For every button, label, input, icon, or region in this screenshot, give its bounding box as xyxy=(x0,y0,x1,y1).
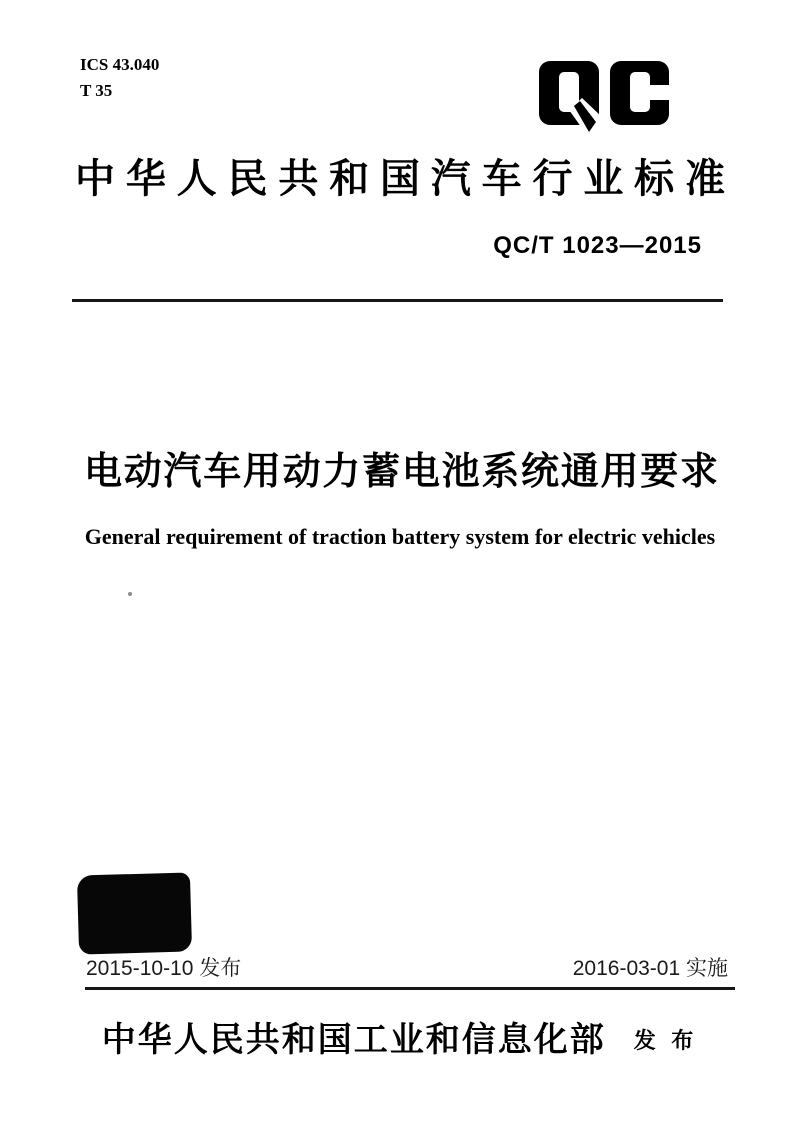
qc-logo-icon xyxy=(538,60,670,132)
publish-label: 发 布 xyxy=(633,1027,699,1053)
top-divider xyxy=(72,299,723,302)
scan-artifact-dot xyxy=(128,592,132,596)
redacted-stamp xyxy=(77,872,192,954)
standard-number: QC/T 1023—2015 xyxy=(493,232,702,259)
main-title-en: General requirement of traction battery system for electric vehicles xyxy=(84,524,716,549)
bottom-divider xyxy=(85,987,735,990)
main-title-cn: 电动汽车用动力蓄电池系统通用要求 xyxy=(84,451,718,493)
implement-date: 2016-03-01 实施 xyxy=(572,957,728,980)
dates-row xyxy=(86,952,728,982)
publisher-name: 中华人民共和国工业和信息化部 xyxy=(101,1022,606,1059)
issue-date: 2015-10-10 发布 xyxy=(86,957,242,980)
header-title: 中华人民共和国汽车行业标准 xyxy=(75,156,725,201)
publisher-row xyxy=(0,1012,800,1061)
ics-code: ICS 43.040 xyxy=(80,55,160,74)
doc-class-code: T 35 xyxy=(80,81,113,101)
classification-codes xyxy=(80,52,159,105)
